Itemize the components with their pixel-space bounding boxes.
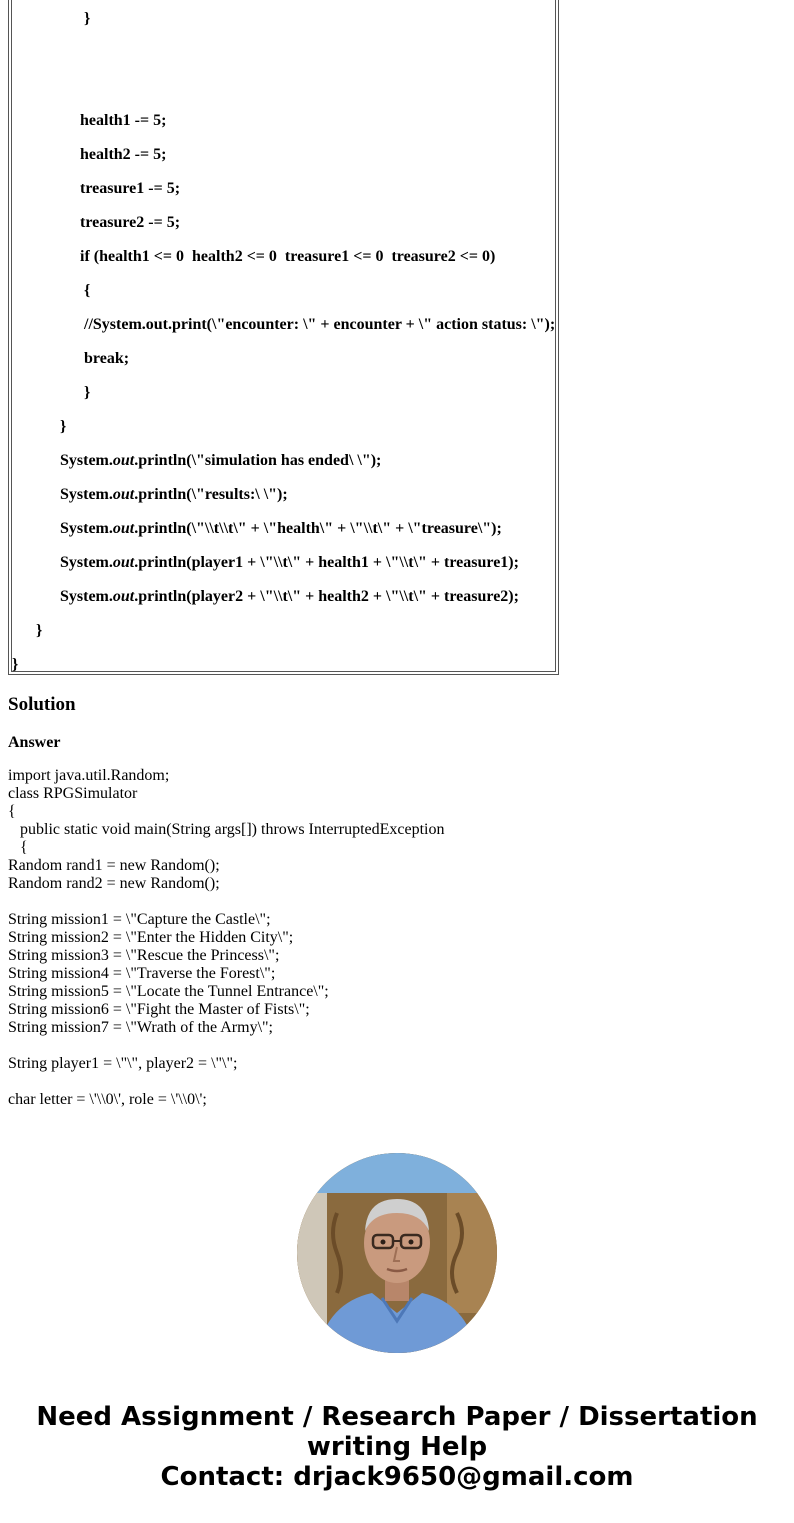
solution-heading: Solution xyxy=(8,694,76,715)
code-line: } xyxy=(12,656,19,673)
code-line: health1 -= 5; xyxy=(80,112,167,129)
promo-text xyxy=(0,1402,794,1492)
promo-line-1: Need Assignment / Research Paper / Dissertation xyxy=(36,1402,758,1432)
code-line: { xyxy=(84,282,91,299)
answer-label: Answer xyxy=(8,734,61,751)
code-line: System.out.println(player2 + \"\\t\" + health2 + \"\\t\" + treasure2); xyxy=(60,588,519,605)
code-line: health2 -= 5; xyxy=(80,146,167,163)
avatar-portrait-icon xyxy=(297,1153,497,1353)
code-line: System.out.println(\"results:\ \"); xyxy=(60,486,288,503)
code-table xyxy=(8,0,559,675)
code-line: } xyxy=(84,10,91,27)
code-line: System.out.println(\"simulation has ended\ \"); xyxy=(60,452,382,469)
code-line: System.out.println(player1 + \"\\t\" + health1 + \"\\t\" + treasure1); xyxy=(60,554,519,571)
code-line: } xyxy=(60,418,67,435)
code-line: //System.out.print(\"encounter: \" + encounter + \" action status: \"); xyxy=(84,316,556,333)
answer-code-block: import java.util.Random; class RPGSimulator { public static void main(String args[]) throws InterruptedException { Random rand1 = new Random(); Random rand2 = new Random(); String mission1 = \"Capture the Castle\"; String mission2 = \"Enter the Hidden City\"; String mission3 = \"Rescue the Princess\"; String mission4 = \"Traverse the Forest\"; String mission5 = \"Locate the Tunnel Entrance\"; String mission6 = \"Fight the Master of Fists\"; String mission7 = \"Wrath of the Army\"; String player1 = \"\", player2 = \"\"; char letter = \'\\0\', role = \'\\0\'; xyxy=(8,767,445,1108)
code-line: } xyxy=(36,622,43,639)
code-line: } xyxy=(84,384,91,401)
code-table-inner xyxy=(11,0,556,672)
code-line: if (health1 <= 0 health2 <= 0 treasure1 <= 0 treasure2 <= 0) xyxy=(80,248,496,265)
promo-line-3: Contact: drjack9650@gmail.com xyxy=(160,1462,634,1492)
code-line: treasure1 -= 5; xyxy=(80,180,181,197)
promo-line-2: writing Help xyxy=(306,1432,488,1462)
code-line: System.out.println(\"\\t\\t\" + \"health\" + \"\\t\" + \"treasure\"); xyxy=(60,520,502,537)
avatar xyxy=(297,1153,497,1353)
code-line: break; xyxy=(84,350,130,367)
code-line: treasure2 -= 5; xyxy=(80,214,181,231)
